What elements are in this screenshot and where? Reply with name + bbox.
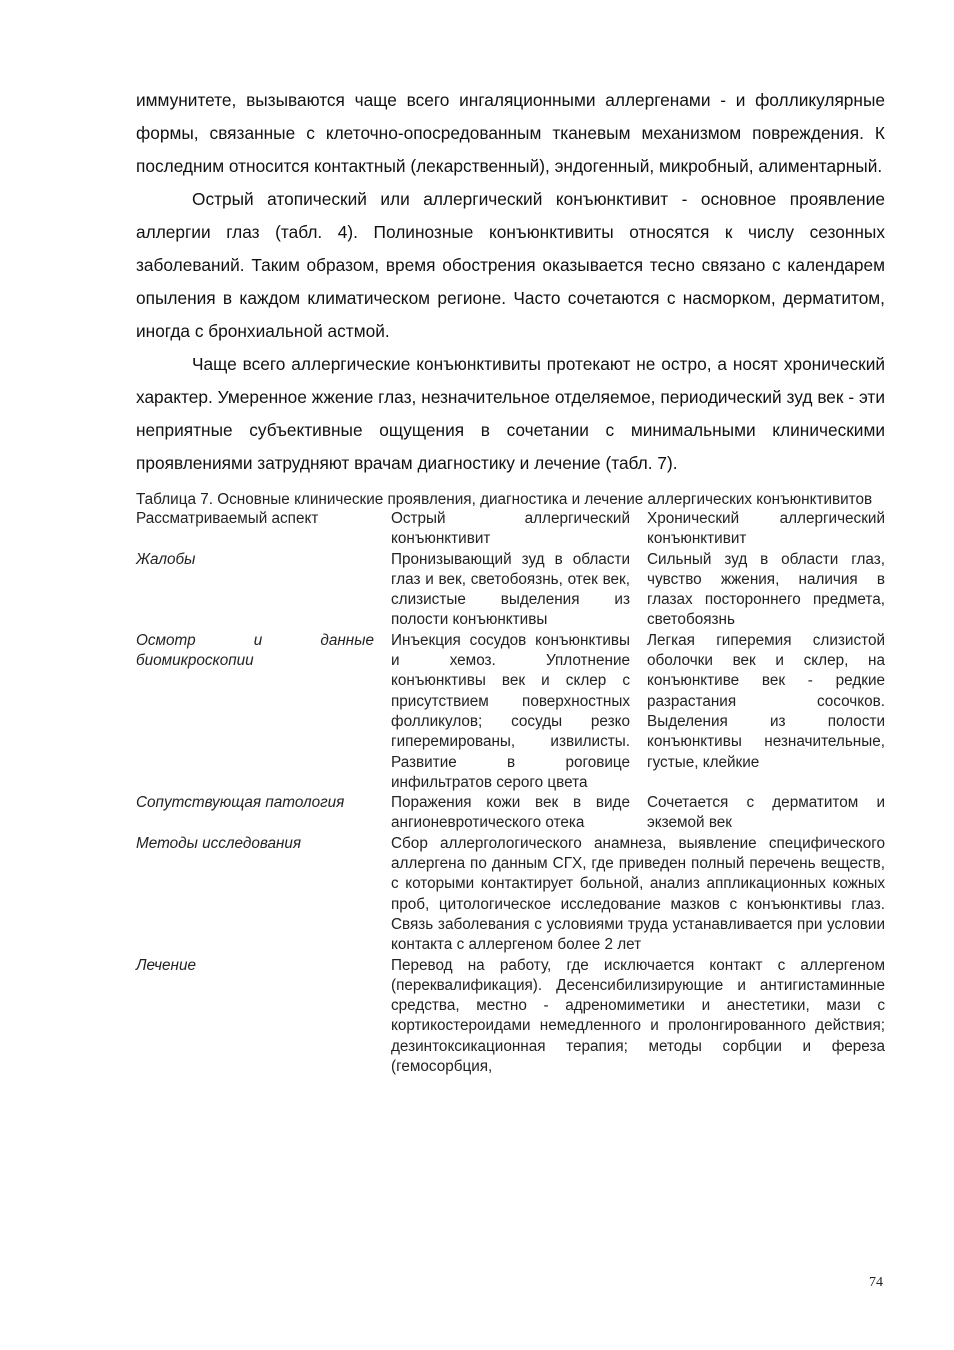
row-acute: Поражения кожи век в виде ангионевротического отека	[391, 794, 630, 832]
paragraph-1: иммунитете, вызываются чаще всего ингаляционными аллергенами - и фолликулярные формы, связанные с клеточно-опосредованным тканевым механизмом повреждения. К последним относится контактный (лекарственный), эндогенный, микробный, алиментарный.	[136, 90, 885, 176]
row-chronic: Легкая гиперемия слизистой оболочки век и склер, на конъюнктиве век - редкие разрастания сосочков. Выделения из полости конъюнктивы незначительные, густые, клейкие	[647, 631, 885, 771]
table-row	[136, 793, 885, 834]
row-aspect: Осмотр и данные биомикроскопии	[136, 631, 374, 670]
page-number: 74	[869, 1275, 883, 1290]
header-aspect: Рассматриваемый аспект	[136, 510, 319, 527]
row-aspect: Сопутствующая патология	[136, 794, 345, 812]
table-row	[136, 956, 885, 1078]
clinical-table	[136, 509, 885, 1077]
table-row	[136, 550, 885, 631]
paragraph-2: Острый атопический или аллергический конъюнктивит - основное проявление аллергии глаз (табл. 4). Полинозные конъюнктивиты относятся к числу сезонных заболеваний. Таким образом, время обострения оказывается тесно связано с календарем опыления в каждом климатическом регионе. Часто сочетаются с насморком, дерматитом, иногда с бронхиальной астмой.	[136, 189, 885, 341]
paragraph-3: Чаще всего аллергические конъюнктивиты протекают не остро, а носят хронический характер. Умеренное жжение глаз, незначительное отделяемое, периодический зуд век - эти неприятные субъективные ощущения в сочетании с минимальными клиническими проявлениями затрудняют врачам диагностику и лечение (табл. 7).	[136, 354, 885, 473]
header-chronic: Хронический аллергический конъюнктивит	[647, 510, 885, 548]
row-aspect: Методы исследования	[136, 834, 302, 852]
table-row	[136, 834, 885, 956]
row-aspect: Жалобы	[136, 550, 196, 568]
table-row	[136, 631, 885, 793]
row-merged-text: Сбор аллергологического анамнеза, выявление специфического аллергена по данным СГХ, где приведен полный перечень веществ, с которыми контактирует больной, анализ аппликационных кожных проб, цитологическое исследование мазков с конъюнктивы глаз. Связь заболевания с условиями труда устанавливается при условии контакта с аллергеном более 2 лет	[391, 834, 885, 954]
document-page	[136, 84, 885, 1077]
header-acute: Острый аллергический конъюнктивит	[391, 510, 630, 548]
row-acute: Инъекция сосудов конъюнктивы и хемоз. Уплотнение конъюнктивы век и склер с присутствием поверхностных фолликулов; сосуды резко гиперемированы, извилисты. Развитие в роговице инфильтратов серого цвета	[391, 631, 630, 791]
table-header-row	[136, 509, 885, 550]
row-acute: Пронизывающий зуд в области глаз и век, светобоязнь, отек век, слизистые выделения из полости конъюнктивы	[391, 550, 630, 629]
row-chronic: Сочетается с дерматитом и экземой век	[647, 794, 885, 832]
row-chronic: Сильный зуд в области глаз, чувство жжения, наличия в глазах постороннего предмета, светобоязнь	[647, 550, 885, 629]
row-merged-text: Перевод на работу, где исключается контакт с аллергеном (переквалификация). Десенсибилизирующие и антигистаминные средства, местно - адреномиметики и анестетики, мази с кортикостероидами немедленного и пролонгированного действия; дезинтоксикационная терапия; методы сорбции и фереза (гемосорбция,	[391, 956, 885, 1076]
row-aspect: Лечение	[136, 956, 196, 974]
table-caption: Таблица 7. Основные клинические проявления, диагностика и лечение аллергических конъюнктивитов	[136, 491, 873, 508]
